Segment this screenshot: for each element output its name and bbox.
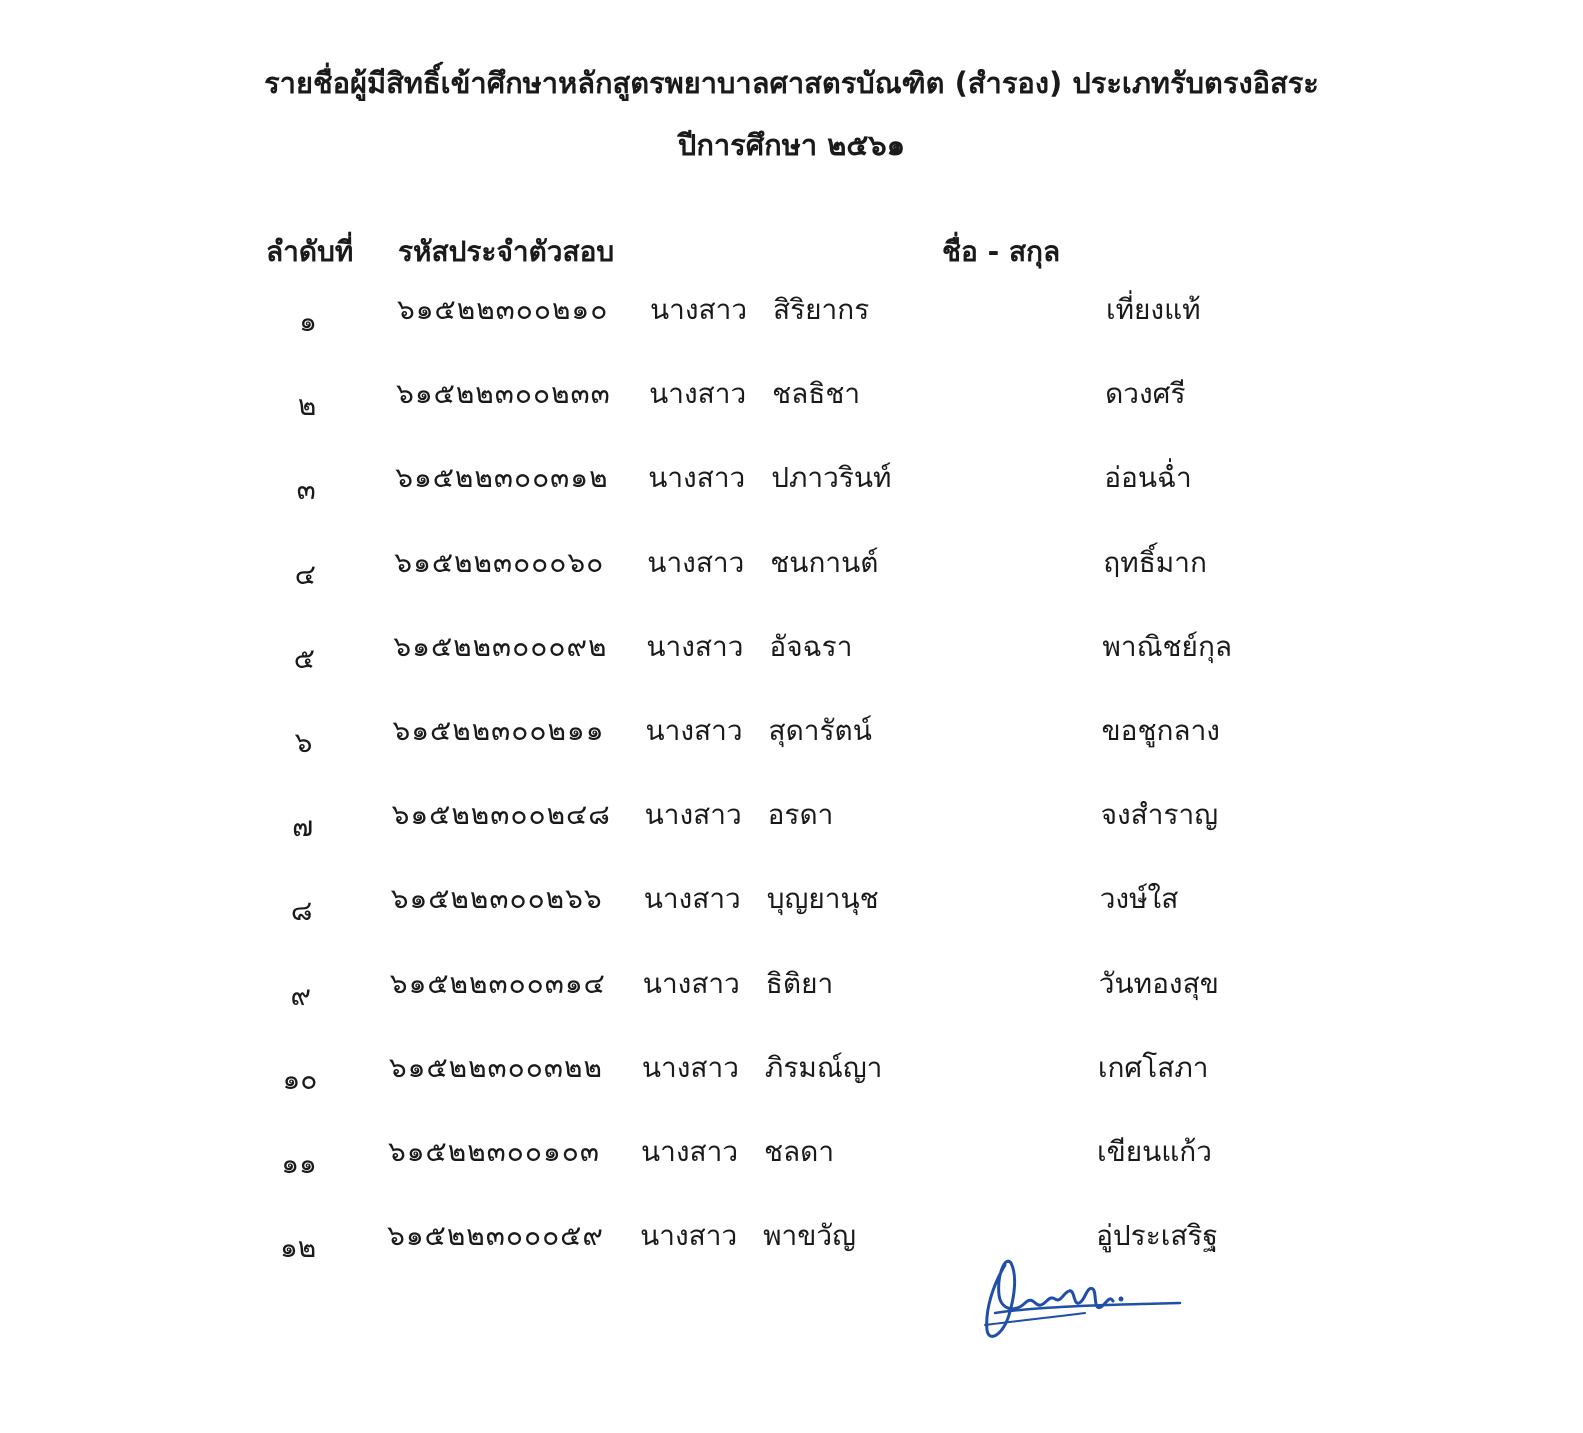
name-prefix: นางสาว [644,798,742,832]
table-row [0,372,1583,432]
name-prefix: นางสาว [640,1219,738,1253]
column-header-exam-code: รหัสประจำตัวสอบ [398,235,615,268]
first-name: ปภาวรินท์ [771,461,892,495]
last-name: พาณิชย์กุล [1102,629,1233,663]
name-prefix: นางสาว [646,629,744,663]
exam-code: ๖๑๕๒๒๓๐๐๓๑๒ [395,461,609,495]
row-number: ๑ [299,305,317,338]
first-name: พาขวัญ [763,1219,856,1253]
table-row [0,1130,1583,1190]
last-name: อ่อนฉ่ำ [1104,461,1192,495]
first-name: ภิรมณ์ญา [764,1050,883,1084]
name-prefix: นางสาว [642,966,740,1000]
table-row [0,709,1583,769]
last-name: ฤทธิ์มาก [1103,545,1207,579]
first-name: ชนกานต์ [770,545,879,579]
exam-code: ๖๑๕๒๒๓๐๐๓๑๔ [389,966,606,1000]
name-prefix: นางสาว [648,461,746,495]
row-number: ๑๐ [282,1062,318,1096]
table-row [0,625,1583,685]
exam-code: ๖๑๕๒๒๓๐๐๓๒๒ [388,1050,603,1084]
exam-code: ๖๑๕๒๒๓๐๐๐๙๒ [393,629,608,663]
row-number: ๔ [294,557,316,591]
table-row [0,793,1583,853]
row-number: ๓ [296,473,316,507]
table-row [0,456,1583,516]
exam-code: ๖๑๕๒๒๓๐๐๒๔๘ [391,798,611,832]
table-row [0,1046,1583,1106]
table-row [0,962,1583,1022]
table-row [0,541,1583,601]
last-name: เที่ยงแท้ [1106,293,1201,326]
last-name: ขอชูกลาง [1101,714,1220,747]
name-prefix: นางสาว [641,1050,739,1084]
exam-code: ๖๑๕๒๒๓๐๐๐๖๐ [394,545,605,579]
last-name: อู่ประเสริฐ [1096,1219,1218,1253]
exam-code: ๖๑๕๒๒๓๐๐๒๑๐ [397,293,609,326]
table-row [0,877,1583,937]
first-name: สิริยากร [773,293,870,326]
table-row [0,288,1583,348]
last-name: จงสำราญ [1100,798,1219,832]
first-name: อัจฉรา [769,629,853,663]
signature-mark [975,1255,1195,1350]
row-number: ๑๑ [281,1147,317,1180]
last-name: ดวงศรี [1105,377,1186,411]
document-title: รายชื่อผู้มีสิทธิ์เข้าศึกษาหลักสูตรพยาบาลศาสตรบัณฑิต (สำรอง) ประเภทรับตรงอิสระ [264,66,1319,100]
exam-code: ๖๑๕๒๒๓๐๐๑๐๓ [388,1135,600,1168]
row-number: ๑๒ [279,1231,317,1265]
first-name: ธิติยา [765,966,834,1000]
name-prefix: นางสาว [645,714,743,747]
first-name: สุดารัตน์ [768,714,872,747]
row-number: ๘ [290,894,313,928]
last-name: วงษ์ใส [1099,882,1179,916]
name-prefix: นางสาว [650,293,748,326]
exam-code: ๖๑๕๒๒๓๐๐๐๕๙ [387,1219,604,1253]
academic-year-title: ปีการศึกษา ๒๕๖๑ [677,128,906,162]
name-prefix: นางสาว [647,545,745,579]
column-header-full-name: ชื่อ - สกุล [942,235,1061,268]
last-name: เขียนแก้ว [1097,1135,1212,1168]
row-number: ๖ [294,726,313,759]
column-header-number: ลำดับที่ [266,235,354,268]
last-name: เกศโสภา [1097,1050,1209,1084]
last-name: วันทองสุข [1098,966,1219,1000]
first-name: ชลดา [764,1135,835,1168]
name-prefix: นางสาว [649,377,747,411]
table-row [0,1214,1583,1274]
exam-code: ๖๑๕๒๒๓๐๐๒๖๖ [390,882,603,916]
row-number: ๒ [297,389,317,423]
first-name: อรดา [767,798,834,832]
first-name: บุญยานุช [766,882,879,916]
row-number: ๕ [293,641,315,675]
first-name: ชลธิชา [772,377,861,411]
row-number: ๗ [292,810,314,844]
exam-code: ๖๑๕๒๒๓๐๐๒๑๑ [392,714,605,747]
exam-code: ๖๑๕๒๒๓๐๐๒๓๓ [396,377,611,411]
row-number: ๙ [290,978,312,1012]
name-prefix: นางสาว [643,882,741,916]
name-prefix: นางสาว [641,1135,739,1168]
